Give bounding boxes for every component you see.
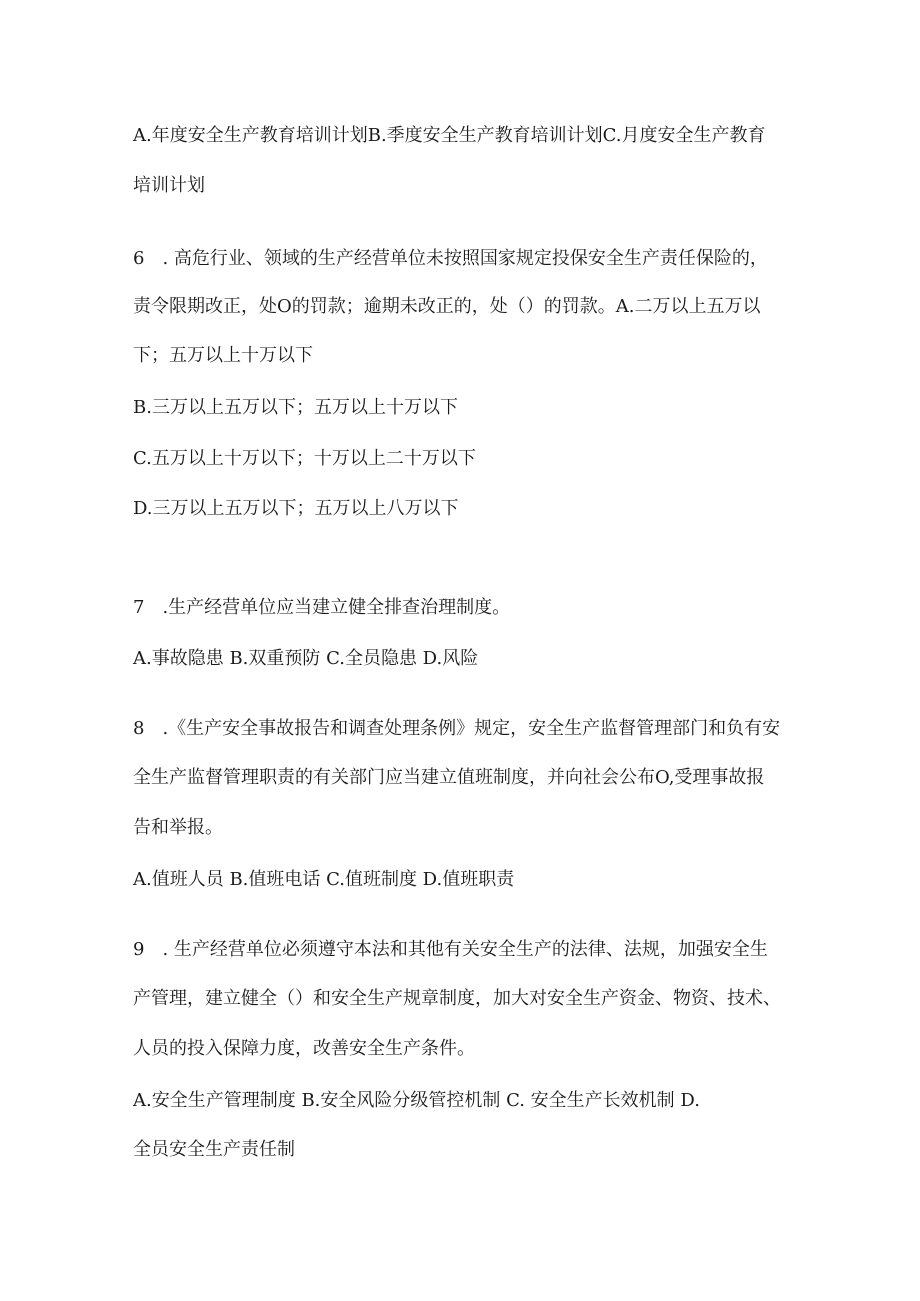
q5-options-line-1: A.年度安全生产教育培训计划B.季度安全生产教育培训计划C.月度安全生产教育 bbox=[133, 125, 766, 146]
q6-question-line-1: 6 . 高危行业、领域的生产经营单位未按照国家规定投保安全生产责任保险的， bbox=[133, 248, 768, 269]
q9-question-line-3: 人员的投入保障力度，改善安全生产条件。 bbox=[133, 1038, 475, 1059]
q8-question-line-2: 全生产监督管理职责的有关部门应当建立值班制度，并向社会公布O,受理事故报 bbox=[133, 767, 765, 788]
q8-question-line-1: 8 .《生产安全事故报告和调查处理条例》规定，安全生产监督管理部门和负有安 bbox=[133, 718, 781, 739]
q8-options: A.值班人员 B.值班电话 C.值班制度 D.值班职责 bbox=[133, 869, 515, 890]
q6-option-d: D.三万以上五万以下；五万以上八万以下 bbox=[133, 498, 459, 519]
q5-options-line-2: 培训计划 bbox=[133, 175, 205, 196]
q9-question-line-1: 9 . 生产经营单位必须遵守本法和其他有关安全生产的法律、法规，加强安全生 bbox=[133, 939, 768, 960]
q6-option-c: C.五万以上十万以下；十万以上二十万以下 bbox=[133, 448, 476, 469]
q9-question-line-2: 产管理，建立健全（）和安全生产规章制度，加大对安全生产资金、物资、技术、 bbox=[133, 988, 781, 1009]
q6-question-line-3: 下；五万以上十万以下 bbox=[133, 345, 313, 366]
q7-question: 7 .生产经营单位应当建立健全排查治理制度。 bbox=[133, 597, 511, 618]
q6-option-b: B.三万以上五万以下；五万以上十万以下 bbox=[133, 397, 458, 418]
q7-options: A.事故隐患 B.双重预防 C.全员隐患 D.风险 bbox=[133, 648, 479, 669]
q6-question-line-2: 责令限期改正，处O的罚款；逾期未改正的，处（）的罚款。A.二万以上五万以 bbox=[133, 296, 761, 317]
q9-options-line-1: A.安全生产管理制度 B.安全风险分级管控机制 C. 安全生产长效机制 D. bbox=[133, 1090, 700, 1111]
q8-question-line-3: 告和举报。 bbox=[133, 817, 223, 838]
q9-options-line-2: 全员安全生产责任制 bbox=[133, 1139, 295, 1160]
